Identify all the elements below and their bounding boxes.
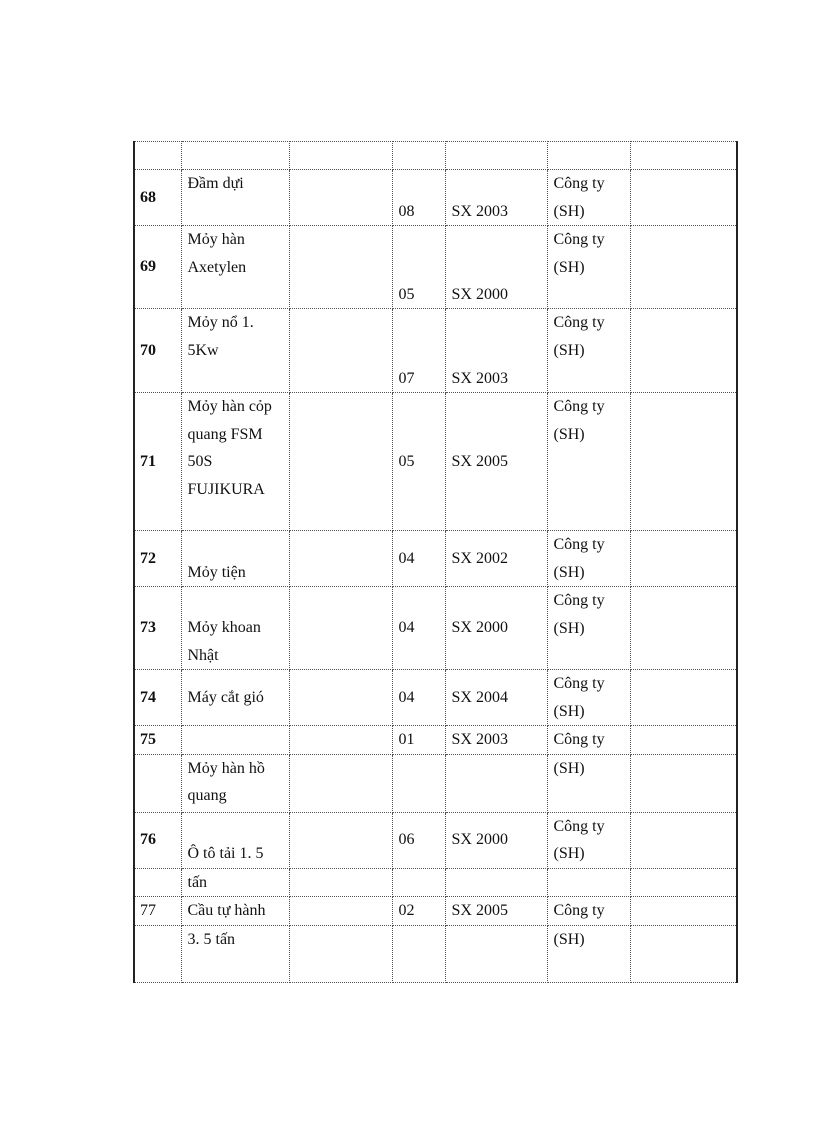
table-row — [134, 754, 737, 812]
name-line: quang FSM — [187, 425, 263, 443]
owner-line: Công ty — [553, 731, 605, 748]
table-row — [134, 925, 737, 982]
owner-line: (SH) — [553, 702, 585, 720]
cell-year — [445, 925, 547, 982]
cell-qty: 04 — [392, 670, 445, 726]
cell-spec — [289, 309, 392, 393]
cell-owner — [547, 142, 630, 170]
cell-year: SX 2003 — [445, 726, 547, 755]
name-line: FUJIKURA — [187, 480, 265, 498]
cell-year: SX 2002 — [445, 531, 547, 587]
cell-owner — [547, 226, 630, 309]
name-line: Mỏy hàn cỏp — [187, 398, 272, 415]
name-line: Mỏy nổ 1. — [187, 314, 254, 331]
cell-note — [630, 726, 737, 755]
table-row — [134, 531, 737, 587]
name-line: tấn — [187, 873, 208, 891]
table-row — [134, 726, 737, 755]
cell-owner — [547, 754, 630, 812]
cell-spec — [289, 726, 392, 755]
table-row — [134, 897, 737, 926]
cell-note — [630, 170, 737, 226]
cell-no: 73 — [134, 587, 181, 670]
cell-qty: 05 — [392, 226, 445, 309]
name-line: 50S — [187, 453, 213, 470]
cell-no: 72 — [134, 531, 181, 587]
table-row — [134, 142, 737, 170]
name-line: Cầu tự hành — [187, 902, 266, 919]
cell-note — [630, 925, 737, 982]
name-line: 3. 5 tấn — [187, 930, 236, 948]
cell-qty: 07 — [392, 309, 445, 393]
owner-line: Công ty — [553, 175, 605, 192]
cell-qty: 06 — [392, 812, 445, 868]
name-line: Đầm dựi — [187, 175, 244, 192]
table-row — [134, 868, 737, 897]
owner-line: (SH) — [553, 619, 585, 637]
cell-note — [630, 868, 737, 897]
cell-spec — [289, 925, 392, 982]
cell-year: SX 2000 — [445, 226, 547, 309]
name-line: Máy cắt gió — [187, 688, 264, 706]
cell-note — [630, 531, 737, 587]
cell-year: SX 2003 — [445, 309, 547, 393]
owner-line: Công ty — [553, 231, 605, 248]
owner-line: (SH) — [553, 258, 585, 276]
cell-qty — [392, 142, 445, 170]
cell-name — [181, 925, 289, 982]
cell-name — [181, 868, 289, 897]
cell-qty — [392, 754, 445, 812]
cell-note — [630, 309, 737, 393]
cell-owner — [547, 309, 630, 393]
cell-spec — [289, 754, 392, 812]
table-row — [134, 170, 737, 226]
cell-spec — [289, 170, 392, 226]
owner-line: Công ty — [553, 592, 605, 609]
owner-line: (SH) — [553, 202, 585, 220]
cell-no: 77 — [134, 897, 181, 926]
cell-name — [181, 587, 289, 670]
cell-year: SX 2005 — [445, 393, 547, 531]
table-row — [134, 670, 737, 726]
cell-spec — [289, 587, 392, 670]
cell-qty: 02 — [392, 897, 445, 926]
table-row — [134, 226, 737, 309]
cell-owner — [547, 393, 630, 531]
cell-note — [630, 754, 737, 812]
owner-line: Công ty — [553, 902, 605, 919]
cell-name — [181, 393, 289, 531]
cell-qty: 05 — [392, 393, 445, 531]
cell-name — [181, 226, 289, 309]
cell-spec — [289, 226, 392, 309]
cell-qty: 04 — [392, 531, 445, 587]
cell-no — [134, 925, 181, 982]
cell-spec — [289, 393, 392, 531]
cell-year — [445, 754, 547, 812]
table-row — [134, 812, 737, 868]
name-line: Mỏy hàn hồ — [187, 759, 265, 777]
cell-spec — [289, 868, 392, 897]
cell-owner — [547, 812, 630, 868]
table-row — [134, 587, 737, 670]
cell-spec — [289, 812, 392, 868]
cell-name — [181, 897, 289, 926]
cell-owner — [547, 925, 630, 982]
cell-owner — [547, 670, 630, 726]
cell-no: 75 — [134, 726, 181, 755]
cell-no: 68 — [134, 170, 181, 226]
cell-name — [181, 170, 289, 226]
cell-name — [181, 726, 289, 755]
cell-qty: 04 — [392, 587, 445, 670]
cell-no: 76 — [134, 812, 181, 868]
cell-owner — [547, 868, 630, 897]
cell-spec — [289, 142, 392, 170]
cell-note — [630, 670, 737, 726]
cell-year: SX 2003 — [445, 170, 547, 226]
name-line: 5Kw — [187, 341, 219, 359]
cell-name — [181, 812, 289, 868]
name-line: Mỏy tiện — [187, 563, 246, 581]
cell-year: SX 2004 — [445, 670, 547, 726]
cell-note — [630, 226, 737, 309]
owner-line: (SH) — [553, 930, 585, 948]
cell-note — [630, 812, 737, 868]
owner-line: (SH) — [553, 759, 585, 777]
cell-qty — [392, 925, 445, 982]
name-line: Mỏy khoan — [187, 619, 261, 636]
cell-note — [630, 897, 737, 926]
cell-year: SX 2000 — [445, 587, 547, 670]
cell-name — [181, 670, 289, 726]
cell-year: SX 2005 — [445, 897, 547, 926]
cell-owner — [547, 531, 630, 587]
cell-spec — [289, 897, 392, 926]
cell-no: 70 — [134, 309, 181, 393]
owner-line: Công ty — [553, 398, 605, 415]
cell-name — [181, 754, 289, 812]
cell-no — [134, 754, 181, 812]
table-row — [134, 393, 737, 531]
cell-no — [134, 868, 181, 897]
name-line: quang — [187, 787, 227, 804]
cell-year: SX 2000 — [445, 812, 547, 868]
cell-no: 69 — [134, 226, 181, 309]
cell-note — [630, 587, 737, 670]
cell-spec — [289, 670, 392, 726]
name-line: Ô tô tải 1. 5 — [187, 845, 264, 862]
name-line: Nhật — [187, 646, 219, 664]
cell-name — [181, 142, 289, 170]
owner-line: (SH) — [553, 563, 585, 581]
name-line: Mỏy hàn — [187, 231, 245, 248]
cell-note — [630, 393, 737, 531]
owner-line: Công ty — [553, 314, 605, 331]
name-line: Axetylen — [187, 258, 247, 276]
cell-owner — [547, 170, 630, 226]
owner-line: Công ty — [553, 536, 605, 553]
cell-note — [630, 142, 737, 170]
owner-line: (SH) — [553, 425, 585, 443]
cell-spec — [289, 531, 392, 587]
cell-name — [181, 531, 289, 587]
owner-line: Công ty — [553, 817, 605, 835]
equipment-table — [133, 141, 738, 983]
cell-qty — [392, 868, 445, 897]
cell-qty: 01 — [392, 726, 445, 755]
cell-year — [445, 868, 547, 897]
cell-name — [181, 309, 289, 393]
owner-line: (SH) — [553, 845, 585, 862]
cell-qty: 08 — [392, 170, 445, 226]
owner-line: Công ty — [553, 675, 605, 692]
cell-no — [134, 142, 181, 170]
cell-owner — [547, 587, 630, 670]
cell-owner — [547, 726, 630, 755]
cell-owner — [547, 897, 630, 926]
cell-no: 74 — [134, 670, 181, 726]
cell-no: 71 — [134, 393, 181, 531]
owner-line: (SH) — [553, 341, 585, 359]
cell-year — [445, 142, 547, 170]
table-row — [134, 309, 737, 393]
